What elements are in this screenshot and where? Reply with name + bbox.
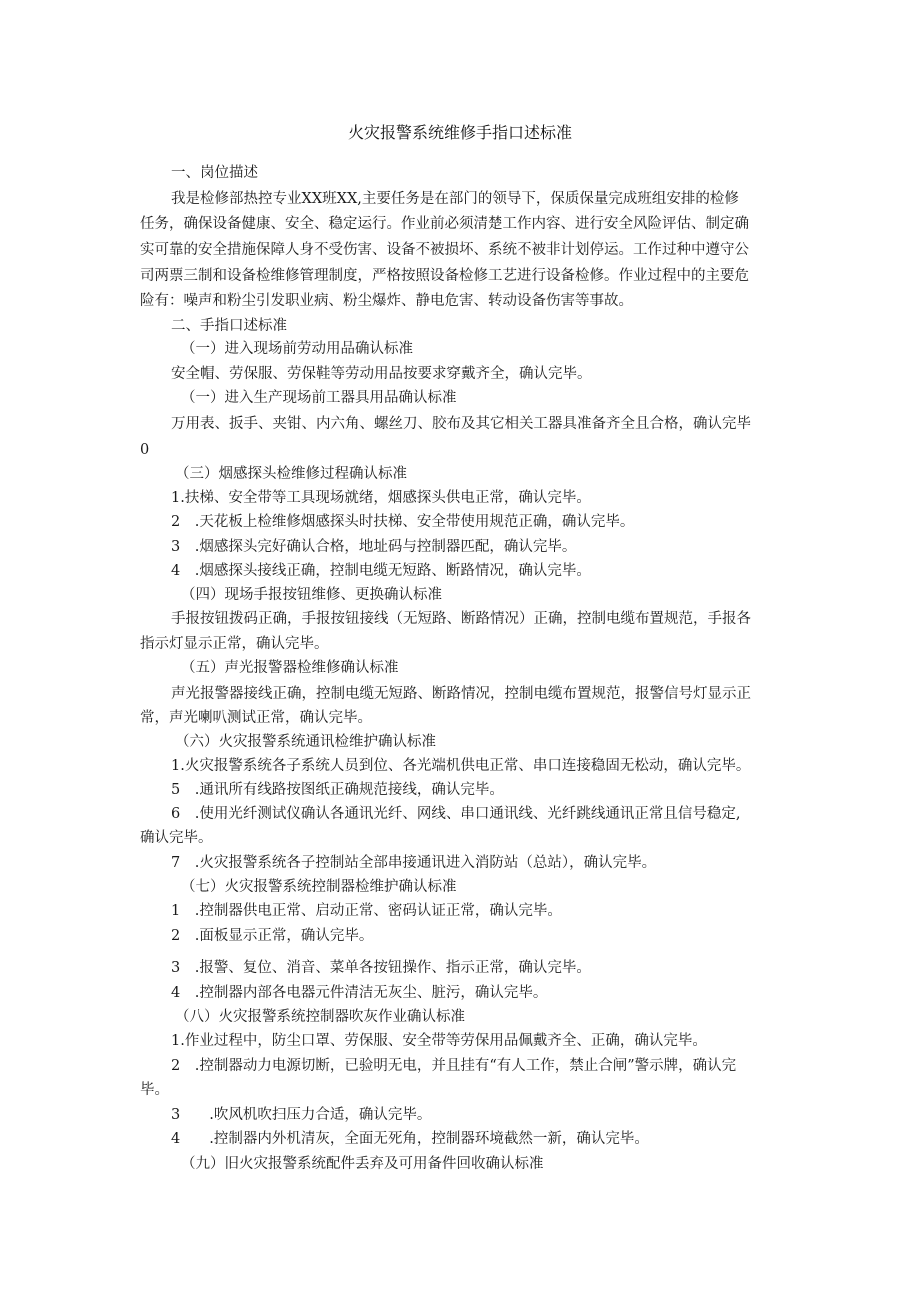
section-heading: 一、岗位描述 <box>171 165 258 181</box>
paragraph-line: 万用表、扳手、夹钳、内六角、螺丝刀、胶布及其它相关工器具准备齐全且合格，确认完毕 <box>171 416 751 432</box>
section-heading: 二、手指口述标准 <box>171 318 287 334</box>
list-item: 3 .报警、复位、消音、菜单各按钮操作、指示正常，确认完毕。 <box>171 960 591 976</box>
subsection-heading: （七）火灾报警系统控制器检维护确认标准 <box>181 879 457 895</box>
paragraph-line: 安全帽、劳保服、劳保鞋等劳动用品按要求穿戴齐全，确认完毕。 <box>171 366 592 382</box>
list-item: 1.火灾报警系统各子系统人员到位、各光端机供电正常、串口连接稳固无松动，确认完毕。 <box>171 758 751 774</box>
paragraph-line: 声光报警器接线正确，控制电缆无短路、断路情况，控制电缆布置规范，报警信号灯显示正 <box>171 686 751 702</box>
list-item: 5 .通讯所有线路按图纸正确规范接线，确认完毕。 <box>171 782 504 798</box>
list-item: 2 .天花板上检维修烟感探头时扶梯、安全带使用规范正确，确认完毕。 <box>171 514 635 530</box>
subsection-heading: （一）进入生产现场前工器具用品确认标准 <box>181 390 457 406</box>
subsection-heading: （五）声光报警器检维修确认标准 <box>181 660 399 676</box>
document-title: 火灾报警系统维修手指口述标准 <box>347 123 572 142</box>
list-item: 1.作业过程中，防尘口罩、劳保服、安全带等劳保用品佩戴齐全、正确，确认完毕。 <box>171 1033 707 1049</box>
list-item: 1 .控制器供电正常、启动正常、密码认证正常，确认完毕。 <box>171 903 562 919</box>
subsection-heading: （八）火灾报警系统控制器吹灰作业确认标准 <box>175 1009 465 1025</box>
paragraph-line: 常，声光喇叭测试正常，确认完毕。 <box>140 710 372 726</box>
list-item: 6 .使用光纤测试仪确认各通讯光纤、网线、串口通讯线、光纤跳线通讯正常且信号稳定, <box>171 806 741 822</box>
paragraph-line: 确认完毕。 <box>140 830 213 846</box>
paragraph-line: 我是检修部热控专业XX班XX,主要任务是在部门的领导下，保质保量完成班组安排的检修 <box>171 191 739 207</box>
paragraph-line: 指示灯显示正常，确认完毕。 <box>140 636 329 652</box>
paragraph-line: 0 <box>140 442 150 458</box>
list-item: 1.扶梯、安全带等工具现场就绪，烟感探头供电正常，确认完毕。 <box>171 490 591 506</box>
list-item: 3 .烟感探头完好确认合格，地址码与控制器匹配，确认完毕。 <box>171 539 577 555</box>
subsection-heading: （四）现场手报按钮维修、更换确认标准 <box>181 587 442 603</box>
subsection-heading: （一）进入现场前劳动用品确认标准 <box>181 341 413 357</box>
paragraph-line: 实可靠的安全措施保障人身不受伤害、设备不被损坏、系统不被非计划停运。工作过种中遵守公 <box>140 242 749 258</box>
paragraph-line: 司两票三制和设备检维修管理制度，严格按照设备检修工艺进行设备检修。作业过程中的主要危 <box>140 268 749 284</box>
paragraph-line: 任务，确保设备健康、安全、稳定运行。作业前必须清楚工作内容、进行安全风险评估、制定确 <box>140 216 749 232</box>
list-item: 2 .控制器动力电源切断，已验明无电，并且挂有“有人工作，禁止合闸”警示牌，确认完 <box>171 1058 737 1074</box>
paragraph-line: 手报按钮拨码正确，手报按钮接线（无短路、断路情况）正确，控制电缆布置规范，手报各 <box>171 611 751 627</box>
paragraph-line: 险有：噪声和粉尘引发职业病、粉尘爆炸、静电危害、转动设备伤害等事故。 <box>140 293 633 309</box>
paragraph-line: 毕。 <box>140 1082 169 1098</box>
list-item: 3 .吹风机吹扫压力合适，确认完毕。 <box>171 1107 432 1123</box>
subsection-heading: （三）烟感探头检维修过程确认标准 <box>175 466 407 482</box>
list-item: 4 .烟感探头接线正确，控制电缆无短路、断路情况，确认完毕。 <box>171 563 591 579</box>
list-item: 7 .火灾报警系统各子控制站全部串接通讯进入消防站（总站），确认完毕。 <box>171 855 657 871</box>
list-item: 4 .控制器内部各电器元件清洁无灰尘、脏污，确认完毕。 <box>171 985 548 1001</box>
subsection-heading: （六）火灾报警系统通讯检维护确认标准 <box>175 734 436 750</box>
subsection-heading: （九）旧火灾报警系统配件丢弃及可用备件回收确认标准 <box>181 1156 544 1172</box>
list-item: 2 .面板显示正常，确认完毕。 <box>171 928 374 944</box>
list-item: 4 .控制器内外机清灰，全面无死角，控制器环境截然一新，确认完毕。 <box>171 1131 649 1147</box>
